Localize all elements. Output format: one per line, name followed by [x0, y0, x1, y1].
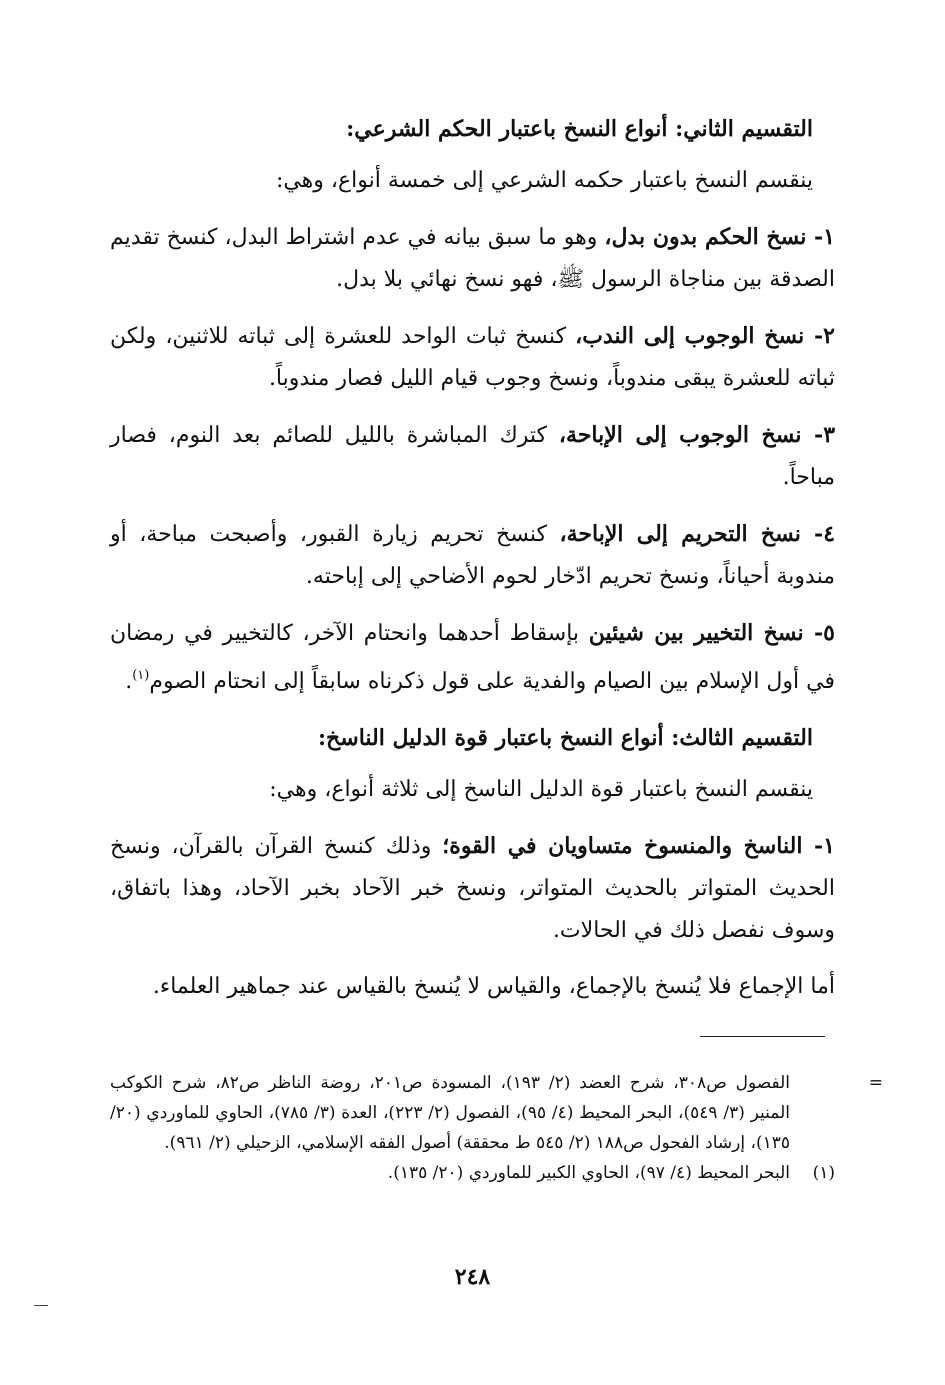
list-item [110, 414, 835, 499]
section-heading: التقسيم الثالث: أنواع النسخ باعتبار قوة الدليل الناسخ: [317, 725, 813, 751]
list-item [110, 513, 835, 598]
section-intro: ينقسم النسخ باعتبار قوة الدليل الناسخ إلى ثلاثة أنواع، وهي: [269, 777, 813, 802]
list-item [110, 315, 835, 400]
footnote-text: البحر المحيط (٤/ ٩٧)، الحاوي الكبير للماوردي (٢٠/ ١٣٥). [387, 1163, 790, 1183]
main-text [110, 108, 835, 1022]
item-text: وذلك كنسخ القرآن بالقرآن، ونسخ الحديث المتواتر بالحديث المتواتر، ونسخ خبر الآحاد بخبر الآحاد، وهذا باتفاق، وسوف نفصل ذلك في الحالات. [110, 834, 835, 943]
footnote-separator [700, 1036, 825, 1037]
item-tail: . [125, 669, 133, 694]
continuation-marker: = [868, 1073, 883, 1093]
item-text: كنسخ ثبات الواحد للعشرة إلى ثباته للاثنين، ولكن ثباته للعشرة يبقى مندوباً، ونسخ وجوب قيام الليل فصار مندوباً. [110, 324, 835, 391]
item-lead: ٤- نسخ التحريم إلى الإباحة، [559, 521, 836, 547]
item-text: كنسخ تحريم زيارة القبور، وأصبحت مباحة، أو مندوبة أحياناً، ونسخ تحريم ادّخار لحوم الأضاحي إلى إباحته. [110, 522, 835, 589]
page-number: ٢٤٨ [454, 1264, 491, 1290]
footnote [110, 1158, 835, 1188]
footnote-number: (١) [812, 1163, 835, 1183]
item-lead: ٢- نسخ الوجوب إلى الندب، [575, 323, 835, 349]
list-item [110, 216, 835, 301]
item-lead: ٥- نسخ التخيير بين شيئين [588, 620, 835, 646]
footnotes [110, 1068, 883, 1188]
footnote-text: الفصول ص٣٠٨، شرح العضد (٢/ ١٩٣)، المسودة ص٢٠١، روضة الناظر ص٨٢، شرح الكوكب المنير (٣/ ٥٤٩)، البحر المحيط (٤/ ٩٥)، الفصول (٢/ ٢٢٣)، العدة (٣/ ٧٨٥)، الحاوي للماوردي (٢٠/ ١٣٥)، إرشاد الفحول ص١٨٨ (٢/ ٥٤٥ ط محققة) أصول الفقه الإسلامي، الزحيلي (٢/ ٩٦١). [110, 1073, 791, 1153]
section-heading: التقسيم الثاني: أنواع النسخ باعتبار الحكم الشرعي: [346, 116, 813, 142]
item-text: بإسقاط أحدهما وانحتام الآخر، كالتخيير في رمضان في أول الإسلام بين الصيام والفدية على قول ذكرناه سابقاً إلى انحتام الصوم [110, 621, 835, 694]
scan-mark [34, 1305, 48, 1306]
item-lead: ١- نسخ الحكم بدون بدل، [604, 224, 835, 250]
list-item [110, 825, 835, 952]
footnote-continued [110, 1068, 883, 1158]
list-item [110, 612, 835, 703]
closing-paragraph: أما الإجماع فلا يُنسخ بالإجماع، والقياس لا يُنسخ بالقياس عند جماهير العلماء. [152, 974, 835, 999]
footnote-ref[interactable]: (١) [132, 668, 150, 683]
section-intro: ينقسم النسخ باعتبار حكمه الشرعي إلى خمسة أنواع، وهي: [275, 168, 813, 193]
item-lead: ٣- نسخ الوجوب إلى الإباحة، [558, 422, 836, 448]
item-text: وهو ما سبق بيانه في عدم اشتراط البدل، كنسخ تقديم الصدقة بين مناجاة الرسول ﷺ، فهو نسخ نهائي بلا بدل. [110, 225, 835, 292]
item-lead: ١- الناسخ والمنسوخ متساويان في القوة؛ [442, 833, 835, 859]
item-text: كترك المباشرة بالليل للصائم بعد النوم، فصار مباحاً. [110, 423, 835, 490]
